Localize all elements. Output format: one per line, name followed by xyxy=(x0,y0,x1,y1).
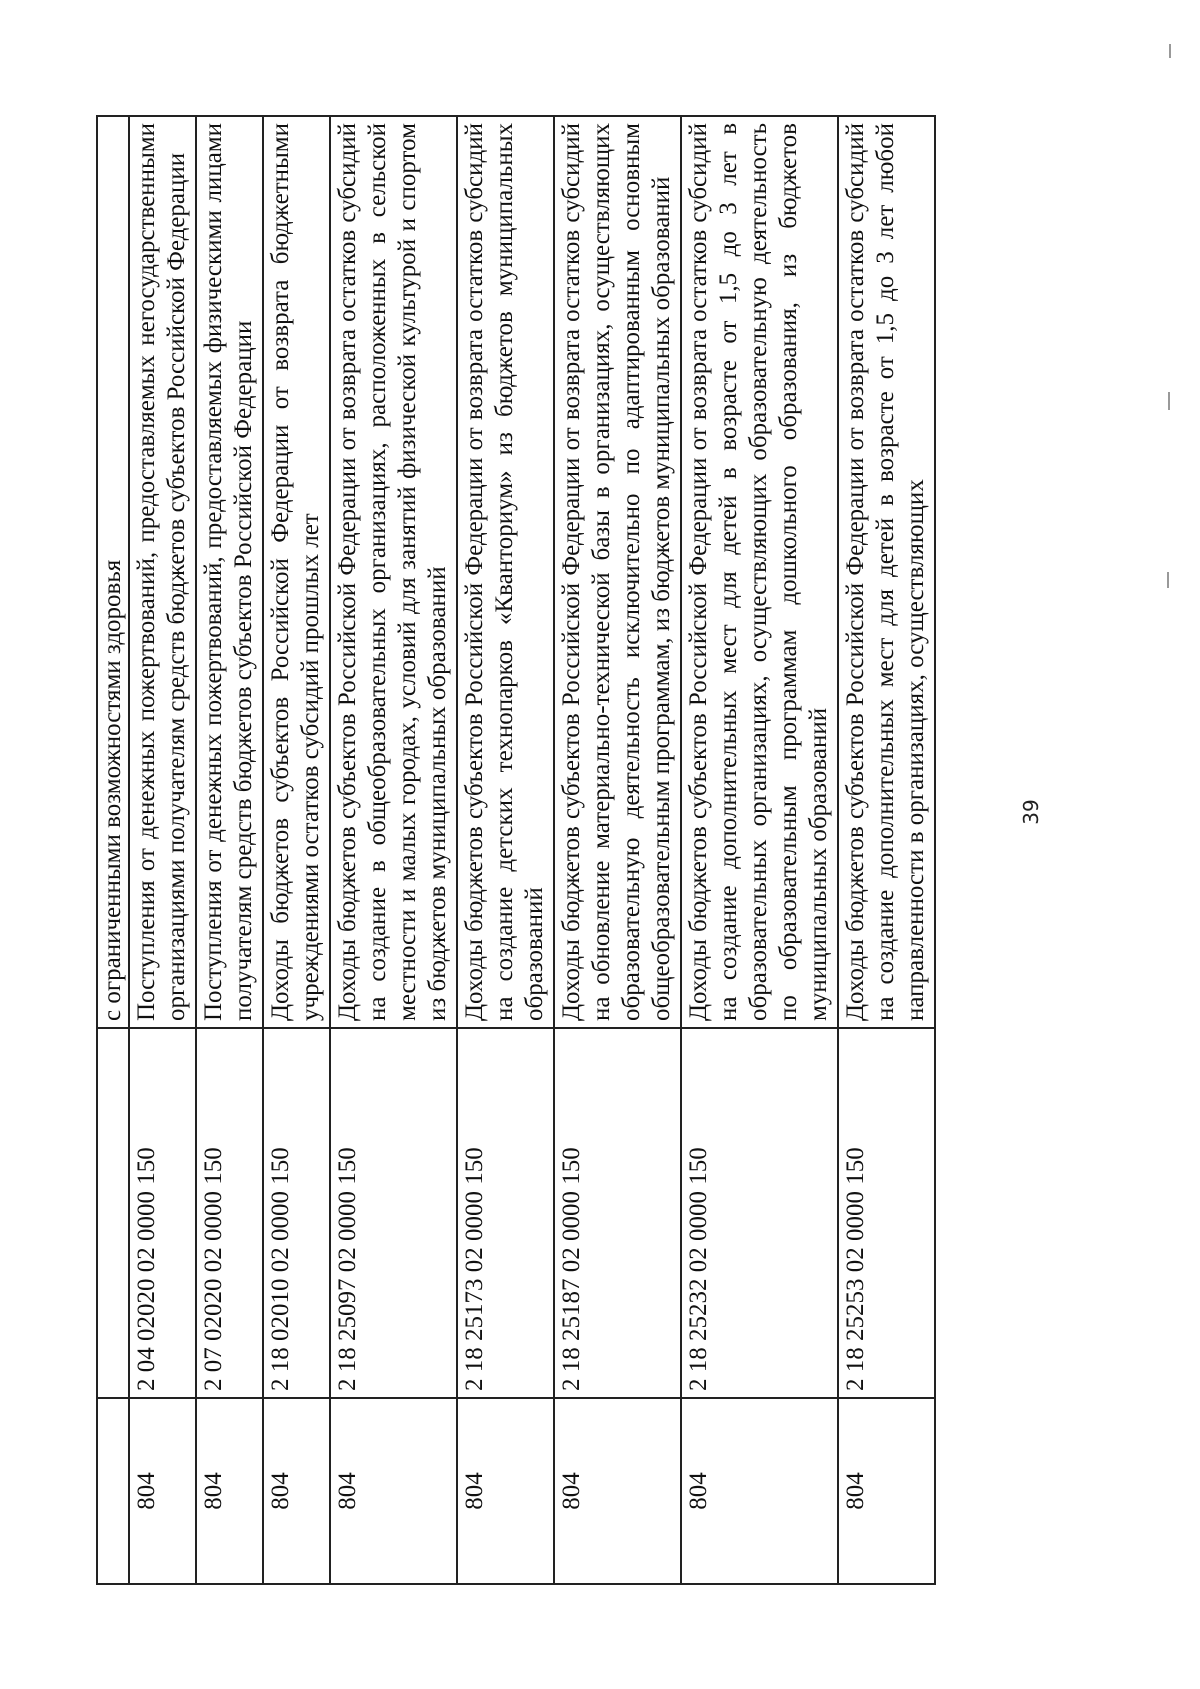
table-cell-admin: 804 xyxy=(330,1398,457,1584)
table-cell-name: Доходы бюджетов субъектов Российской Федерации от возврата остатков субсидий на создание в общеобразовательных организациях, расположенных в сельской местности и малых городах, условий для занятий физической культурой и спортом из бюджетов муниципальных образований xyxy=(330,116,457,1028)
table-cell-name: Поступления от денежных пожертвований, предоставляемых негосударственными организациями получателям средств бюджетов субъектов Российской Федерации xyxy=(129,116,196,1028)
table-row xyxy=(681,116,838,1584)
page-number: 39 xyxy=(1019,799,1043,825)
table-cell-name: Поступления от денежных пожертвований, предоставляемых физическими лицами получателям средств бюджетов субъектов Российской Федерации xyxy=(196,116,263,1028)
table-cell-code: 2 18 25253 02 0000 150 xyxy=(838,1028,935,1398)
table-row xyxy=(457,116,554,1584)
revenue-codes-table xyxy=(96,115,936,1585)
table-cell-name: Доходы бюджетов субъектов Российской Федерации от возврата остатков субсидий на создание дополнительных мест для детей в возрасте от 1,5 до 3 лет любой направленности в организациях, осуществляющих xyxy=(838,116,935,1028)
table-row xyxy=(263,116,330,1584)
table-row xyxy=(330,116,457,1584)
table-cell-code: 2 18 25187 02 0000 150 xyxy=(554,1028,681,1398)
table-row xyxy=(838,116,935,1584)
table-cell-code xyxy=(97,1028,129,1398)
table-cell-code: 2 18 25232 02 0000 150 xyxy=(681,1028,838,1398)
table-cell-code: 2 18 25173 02 0000 150 xyxy=(457,1028,554,1398)
table-cell-admin: 804 xyxy=(263,1398,330,1584)
table-cell-name: с ограниченными возможностями здоровья xyxy=(97,116,129,1028)
table-cell-admin: 804 xyxy=(554,1398,681,1584)
table-cell-name: Доходы бюджетов субъектов Российской Федерации от возврата остатков субсидий на обновление материально-технической базы в организациях, осуществляющих образовательную деятельность исключительно по адаптированным основным общеобразовательным программам, из бюджетов муниципальных образований xyxy=(554,116,681,1028)
table-cell-name: Доходы бюджетов субъектов Российской Федерации от возврата бюджетными учреждениями остатков субсидий прошлых лет xyxy=(263,116,330,1028)
table-cell-admin: 804 xyxy=(129,1398,196,1584)
table-row-continuation xyxy=(97,116,129,1584)
scan-speck xyxy=(1168,392,1170,410)
table-cell-name: Доходы бюджетов субъектов Российской Федерации от возврата остатков субсидий на создание дополнительных мест для детей в возрасте от 1,5 до 3 лет в образовательных организациях, осуществляющих образовательную деятельность по образовательным программам дошкольного образования, из бюджетов муниципальных образований xyxy=(681,116,838,1028)
table-cell-code: 2 07 02020 02 0000 150 xyxy=(196,1028,263,1398)
table-row xyxy=(196,116,263,1584)
scan-speck xyxy=(1169,44,1171,58)
table-row xyxy=(554,116,681,1584)
table-cell-admin: 804 xyxy=(681,1398,838,1584)
scan-speck xyxy=(1167,572,1169,588)
table-cell-code: 2 04 02020 02 0000 150 xyxy=(129,1028,196,1398)
table-row xyxy=(129,116,196,1584)
table-cell-admin: 804 xyxy=(457,1398,554,1584)
rotated-page-content xyxy=(96,115,1016,1585)
table-cell-admin xyxy=(97,1398,129,1584)
table-cell-code: 2 18 02010 02 0000 150 xyxy=(263,1028,330,1398)
table-cell-name: Доходы бюджетов субъектов Российской Федерации от возврата остатков субсидий на создание детских технопарков «Кванториум» из бюджетов муниципальных образований xyxy=(457,116,554,1028)
table-cell-admin: 804 xyxy=(196,1398,263,1584)
table-cell-code: 2 18 25097 02 0000 150 xyxy=(330,1028,457,1398)
table-cell-admin: 804 xyxy=(838,1398,935,1584)
